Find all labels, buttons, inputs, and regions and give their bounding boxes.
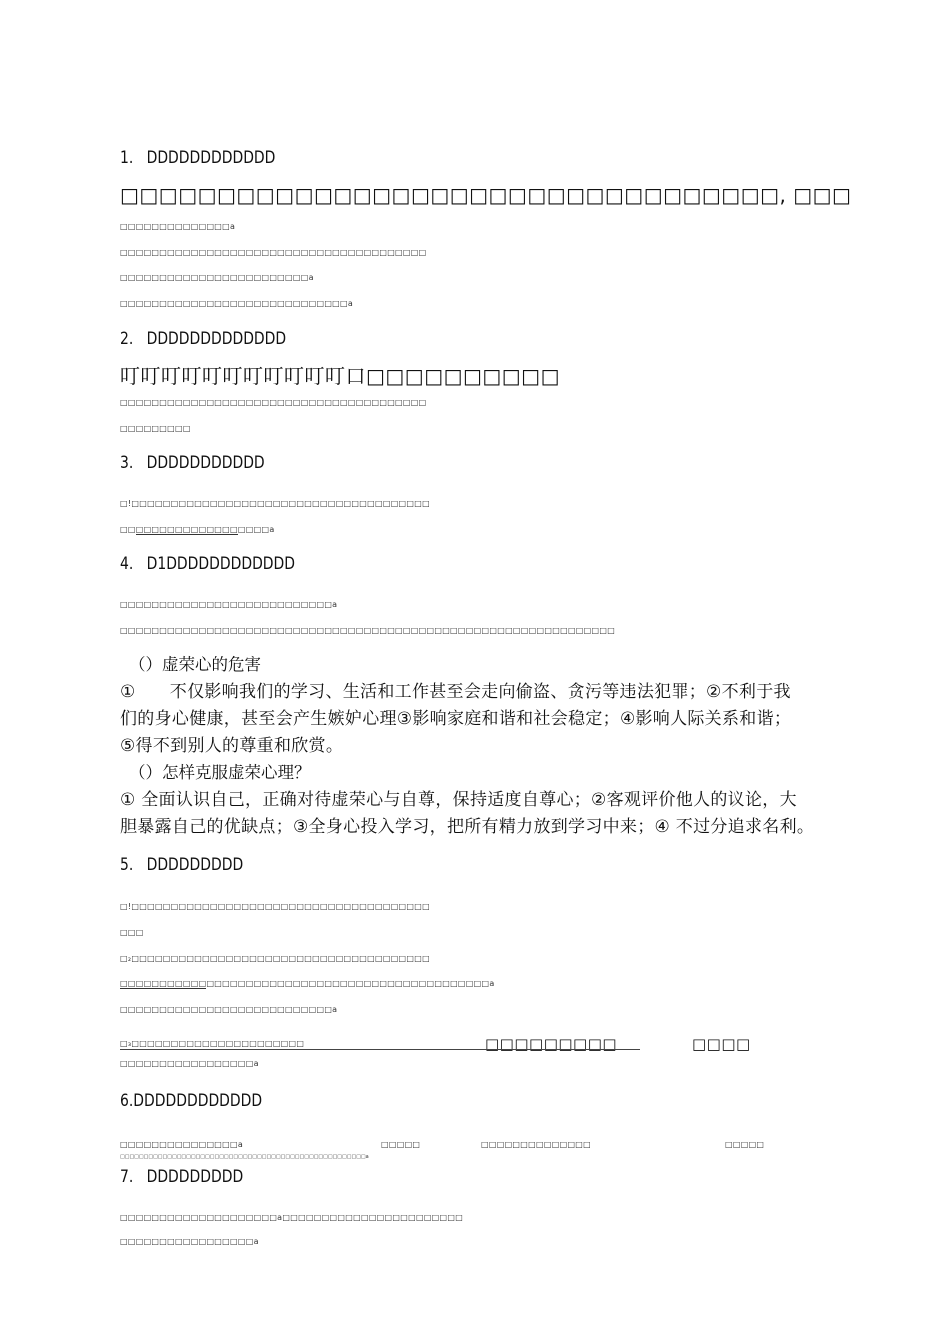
section-1-line-4: □□□□□□□□□□□□□□□□□□□□□□□□□□□□□a bbox=[120, 299, 354, 308]
section-1-line-2: □□□□□□□□□□□□□□□□□□□□□□□□□□□□□□□□□□□□□□□ bbox=[120, 248, 427, 257]
section-6-line-1-b: □□□□□ bbox=[381, 1140, 421, 1149]
section-1-line-3: □□□□□□□□□□□□□□□□□□□□□□□□a bbox=[120, 273, 314, 282]
section-5-heading: 5. DDDDDDDDD bbox=[120, 855, 244, 875]
section-3-line-2 bbox=[120, 526, 275, 534]
section-2-line-1: □□□□□□□□□□□□□□□□□□□□□□□□□□□□□□□□□□□□□□□ bbox=[120, 398, 427, 407]
zh-para2-line-2: 胆暴露自己的优缺点；③全身心投入学习，把所有精力放到学习中来；④ 不过分追求名利。 bbox=[120, 817, 815, 837]
section-5-line-5: □□□□□□□□□□□□□□□□□□□□□□□□□□□a bbox=[120, 1005, 338, 1014]
section-5-line-6: □₃□□□□□□□□□□□□□□□□□□□□□□ bbox=[120, 1039, 305, 1048]
section-5-line-1: □!□□□□□□□□□□□□□□□□□□□□□□□□□□□□□□□□□□□□□□ bbox=[120, 902, 430, 911]
zh-para1-line-3: ⑤得不到别人的尊重和欣赏。 bbox=[120, 736, 344, 756]
section-6-line-1-c: □□□□□□□□□□□□□□ bbox=[481, 1140, 592, 1149]
section-4-heading: 4. D1DDDDDDDDDDDD bbox=[120, 554, 296, 574]
section-2-heading: 2. DDDDDDDDDDDDD bbox=[120, 329, 287, 349]
zh-para1-line-2: 们的身心健康，甚至会产生嫉妒心理③影响家庭和谐和社会稳定；④影响人际关系和谐； bbox=[120, 709, 792, 729]
section-1-bigline: □□□□□□□□□□□□□□□□□□□□□□□□□□□□□□□□□□, □□□ bbox=[120, 183, 852, 207]
section-5-line-2: □□□ bbox=[120, 928, 144, 937]
section-5-line-4 bbox=[120, 980, 495, 988]
section-6-heading: 6.DDDDDDDDDDDD bbox=[120, 1091, 263, 1111]
section-5-line-6-right: □□□□ bbox=[692, 1035, 751, 1053]
section-5-line-7: □□□□□□□□□□□□□□□□□a bbox=[120, 1059, 259, 1068]
zh-para2-line-1: ① 全面认识自己，正确对待虚荣心与自尊，保持适度自尊心；②客观评价他人的议论，大 bbox=[120, 790, 797, 810]
section-3-line-2-post: □□□□a bbox=[237, 525, 275, 534]
section-5-line-6-mid: □□□□□□□□□ bbox=[485, 1035, 618, 1053]
section-4-line-2: □□□□□□□□□□□□□□□□□□□□□□□□□□□□□□□□□□□□□□□□□□□□□□□□□□□□□□□□□□□□□□□ bbox=[120, 626, 616, 635]
zh-title-overcome: （）怎样克服虚荣心理？ bbox=[129, 763, 311, 782]
section-6-line-1: □□□□□□□□□□□□□□□a bbox=[120, 1140, 244, 1149]
section-5-line-3: □₂□□□□□□□□□□□□□□□□□□□□□□□□□□□□□□□□□□□□□□ bbox=[120, 954, 430, 963]
section-7-line-2: □□□□□□□□□□□□□□□□□a bbox=[120, 1237, 259, 1246]
section-6-line-2: □□□□□□□□□□□□□□□□□□□□□□□□□□□□□□□□□□□□□□□□□□□□□□□□□□□□a bbox=[120, 1154, 369, 1160]
section-4-line-1: □□□□□□□□□□□□□□□□□□□□□□□□□□□a bbox=[120, 600, 338, 609]
section-7-line-1: □□□□□□□□□□□□□□□□□□□□a□□□□□□□□□□□□□□□□□□□□□□□ bbox=[120, 1213, 464, 1222]
section-5-line-4-post: □□□□□□□□□□□□□□□□□□□□□□□□□□□□□□□□□□□□a bbox=[206, 979, 495, 988]
zh-para1-line-1: ① 不仅影响我们的学习、生活和工作甚至会走向偷盗、贪污等违法犯罪；②不利于我 bbox=[120, 682, 791, 702]
section-1-heading: 1. DDDDDDDDDDDD bbox=[120, 148, 276, 168]
section-5-line-4-underlined: □□□□□□□□□□□ bbox=[120, 979, 207, 988]
section-1-line-1: □□□□□□□□□□□□□□a bbox=[120, 222, 236, 231]
section-3-heading: 3. DDDDDDDDDDD bbox=[120, 453, 265, 473]
section-3-line-2-pre: □□ bbox=[120, 525, 136, 534]
section-3-line-2-underlined: □□□□□□□□□□□□□ bbox=[135, 525, 238, 534]
section-6-line-1-d: □□□□□ bbox=[725, 1140, 765, 1149]
section-5-rule bbox=[120, 1049, 640, 1050]
section-2-bigline: 叮叮叮叮叮叮叮叮叮叮叮口□□□□□□□□□□ bbox=[120, 364, 560, 388]
section-3-line-1: □!□□□□□□□□□□□□□□□□□□□□□□□□□□□□□□□□□□□□□□ bbox=[120, 499, 430, 508]
zh-title-harm: （）虚荣心的危害 bbox=[129, 655, 261, 674]
section-2-line-2: □□□□□□□□□ bbox=[120, 424, 191, 433]
section-7-heading: 7. DDDDDDDDD bbox=[120, 1167, 244, 1187]
